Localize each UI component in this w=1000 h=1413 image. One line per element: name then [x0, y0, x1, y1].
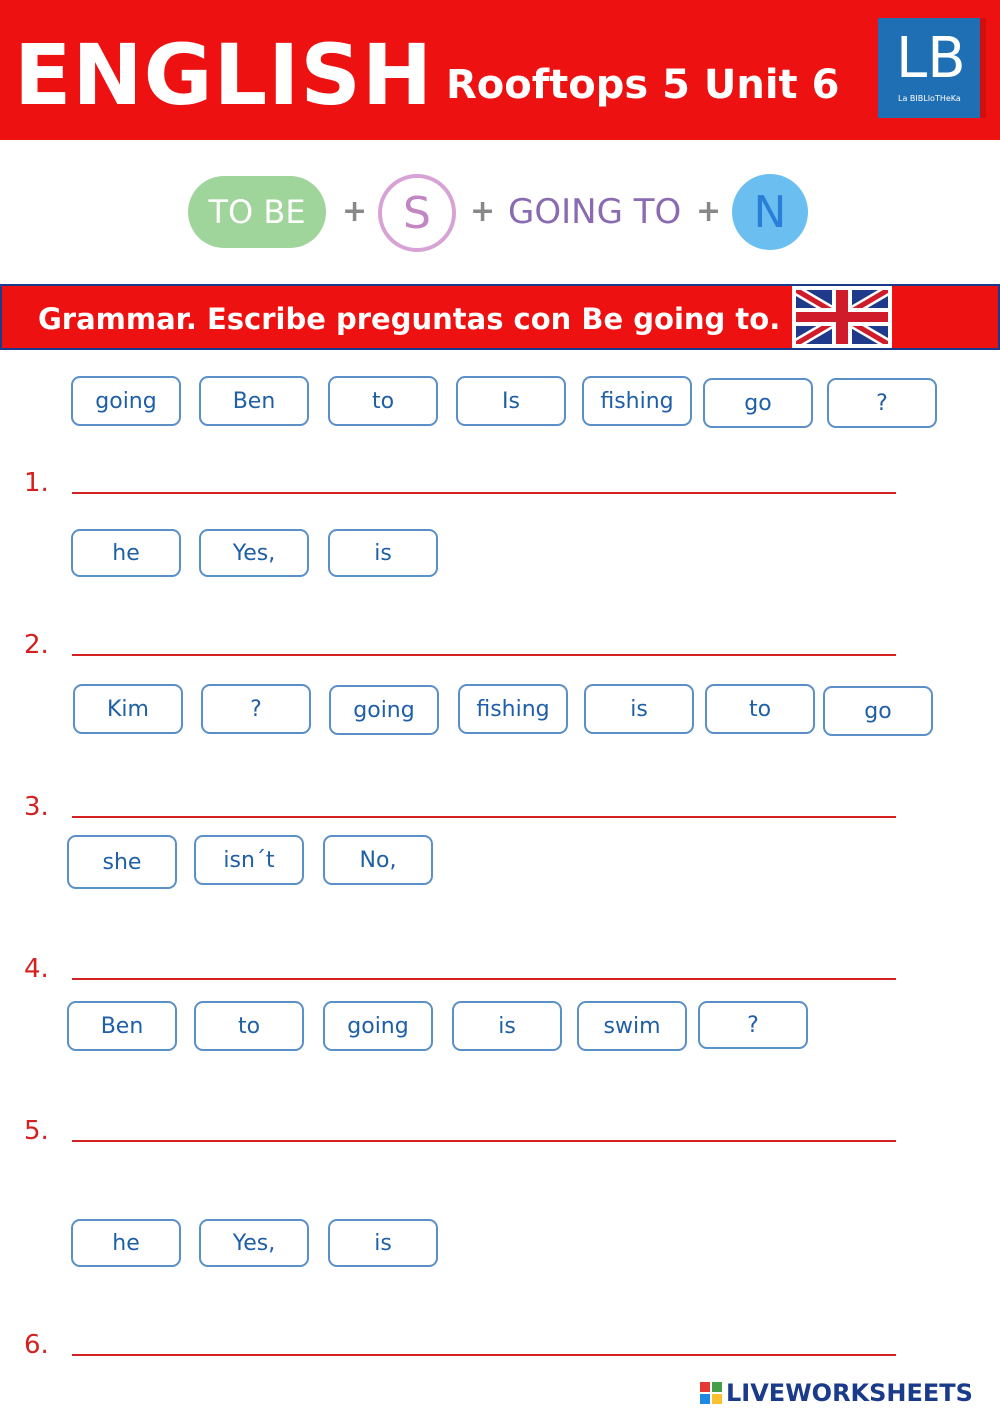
word-box[interactable]: to — [705, 684, 815, 734]
word-box[interactable]: ? — [698, 1001, 808, 1049]
question-number: 6. — [24, 1330, 49, 1360]
grammar-banner — [0, 284, 1000, 350]
word-box[interactable]: Yes, — [199, 1219, 309, 1267]
word-box[interactable]: is — [328, 1219, 438, 1267]
word-box[interactable]: going — [71, 376, 181, 426]
word-box[interactable]: fishing — [582, 376, 692, 426]
word-box[interactable]: Ben — [67, 1001, 177, 1051]
answer-line-1[interactable] — [72, 492, 896, 494]
page-title: ENGLISH — [14, 26, 434, 124]
word-box[interactable]: is — [452, 1001, 562, 1051]
word-box[interactable]: go — [823, 686, 933, 736]
footer-brand — [700, 1380, 996, 1406]
word-box[interactable]: to — [194, 1001, 304, 1051]
word-box[interactable]: he — [71, 529, 181, 577]
plus-sign: + — [342, 194, 368, 229]
lb-logo — [878, 18, 986, 118]
word-box[interactable]: swim — [577, 1001, 687, 1051]
header-bar — [0, 0, 1000, 143]
word-box[interactable]: to — [328, 376, 438, 426]
answer-line-3[interactable] — [72, 816, 896, 818]
plus-sign: + — [470, 194, 496, 229]
to-be-pill: TO BE — [188, 176, 326, 248]
word-box[interactable]: No, — [323, 835, 433, 885]
question-number: 4. — [24, 954, 49, 984]
verb-circle: N — [732, 174, 808, 250]
liveworksheets-logo-icon — [700, 1382, 722, 1404]
question-number: 5. — [24, 1116, 49, 1146]
word-box[interactable]: ? — [827, 378, 937, 428]
logo-letters: LB — [896, 26, 966, 91]
banner-text: Grammar. Escribe preguntas con Be going to. — [38, 302, 781, 336]
word-box[interactable]: is — [328, 529, 438, 577]
going-to-text: GOING TO — [508, 192, 682, 232]
word-box[interactable]: fishing — [458, 684, 568, 734]
question-number: 3. — [24, 792, 49, 822]
word-box[interactable]: go — [703, 378, 813, 428]
word-box[interactable]: isn´t — [194, 835, 304, 885]
word-box[interactable]: going — [329, 685, 439, 735]
page-subtitle: Rooftops 5 Unit 6 — [446, 62, 840, 108]
question-number: 2. — [24, 630, 49, 660]
answer-line-6[interactable] — [72, 1354, 896, 1356]
word-box[interactable]: ? — [201, 684, 311, 734]
formula-row — [0, 170, 1000, 250]
footer-brand-text: LIVEWORKSHEETS — [726, 1379, 973, 1407]
word-box[interactable]: Yes, — [199, 529, 309, 577]
logo-caption: La BIBLIoTHeKa — [898, 94, 961, 103]
answer-line-2[interactable] — [72, 654, 896, 656]
word-box[interactable]: he — [71, 1219, 181, 1267]
word-box[interactable]: she — [67, 835, 177, 889]
answer-line-5[interactable] — [72, 1140, 896, 1142]
word-box[interactable]: going — [323, 1001, 433, 1051]
word-box[interactable]: is — [584, 684, 694, 734]
plus-sign: + — [696, 194, 722, 229]
word-box[interactable]: Kim — [73, 684, 183, 734]
word-box[interactable]: Ben — [199, 376, 309, 426]
uk-flag-icon — [792, 286, 892, 348]
word-box[interactable]: Is — [456, 376, 566, 426]
question-number: 1. — [24, 468, 49, 498]
subject-circle: S — [378, 174, 456, 252]
answer-line-4[interactable] — [72, 978, 896, 980]
